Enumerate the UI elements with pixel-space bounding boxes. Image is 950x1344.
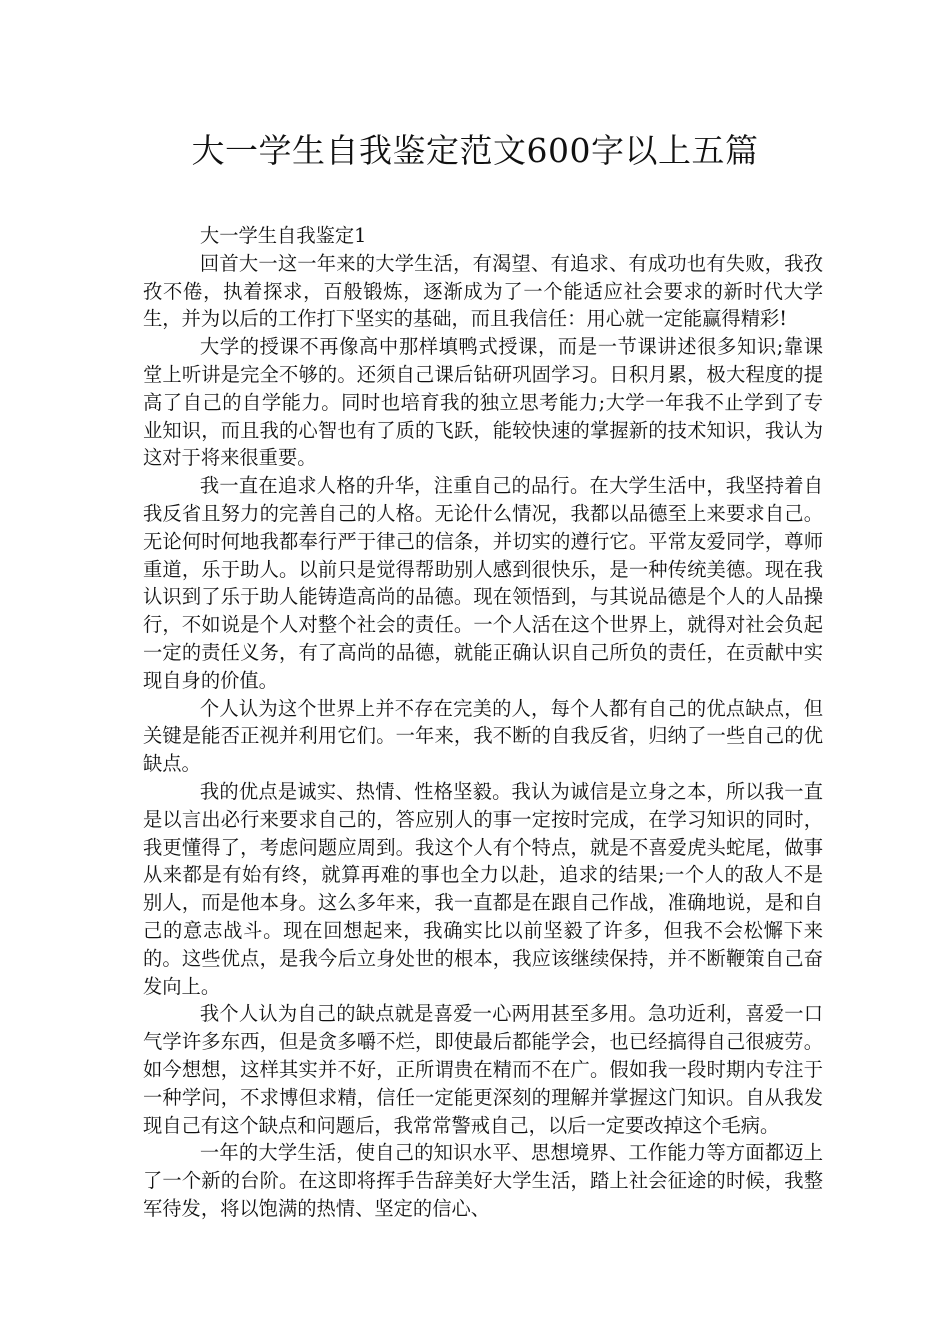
paragraph-6: 我个人认为自己的缺点就是喜爱一心两用甚至多用。急功近利，喜爱一口气学许多东西，但是贪多嚼不烂，即使最后都能学会，也已经搞得自己很疲劳。如今想想，这样其实并不好，正所谓贵在精而不在广。假如我一段时期内专注于一种学问，不求博但求精，信任一定能更深刻的理解并掌握这门知识。自从我发现自己有这个缺点和问题后，我常常警戒自己，以后一定要改掉这个毛病。 (143, 1002, 823, 1137)
paragraph-3: 我一直在追求人格的升华，注重自己的品行。在大学生活中，我坚持着自我反省且努力的完善自己的人格。无论什么情况，我都以品德至上来要求自己。无论何时何地我都奉行严于律己的信条，并切实的遵行它。平常友爱同学，尊师重道，乐于助人。以前只是觉得帮助别人感到很快乐，是一种传统美德。现在我认识到了乐于助人能铸造高尚的品德。现在领悟到，与其说品德是个人的人品操行，不如说是个人对整个社会的责任。一个人活在这个世界上，就得对社会负起一定的责任义务，有了高尚的品德，就能正确认识自己所负的责任，在贡献中实现自身的价值。 (143, 474, 823, 692)
section-heading: 大一学生自我鉴定1 (199, 224, 367, 247)
paragraph-1: 回首大一这一年来的大学生活，有渴望、有追求、有成功也有失败，我孜孜不倦，执着探求，百般锻炼，逐渐成为了一个能适应社会要求的新时代大学生，并为以后的工作打下坚实的基础，而且我信任：用心就一定能赢得精彩! (143, 251, 823, 331)
paragraph-2: 大学的授课不再像高中那样填鸭式授课，而是一节课讲述很多知识;靠课堂上听讲是完全不够的。还须自己课后钻研巩固学习。日积月累，极大程度的提高了自己的自学能力。同时也培育我的独立思考能力;大学一年我不止学到了专业知识，而且我的心智也有了质的飞跃，能较快速的掌握新的技术知识，我认为这对于将来很重要。 (143, 335, 823, 470)
document-title: 大一学生自我鉴定范文600字以上五篇 (191, 131, 759, 170)
paragraph-7: 一年的大学生活，使自己的知识水平、思想境界、工作能力等方面都迈上了一个新的台阶。在这即将挥手告辞美好大学生活，踏上社会征途的时候，我整军待发，将以饱满的热情、坚定的信心、 (143, 1141, 823, 1220)
paragraph-4: 个人认为这个世界上并不存在完美的人，每个人都有自己的优点缺点，但关键是能否正视并利用它们。一年来，我不断的自我反省，归纳了一些自己的优缺点。 (143, 696, 823, 776)
document-body (143, 222, 823, 1223)
paragraph-5: 我的优点是诚实、热情、性格坚毅。我认为诚信是立身之本，所以我一直是以言出必行来要求自己的，答应别人的事一定按时完成，在学习知识的同时，我更懂得了，考虑问题应周到。我这个人有个特点，就是不喜爱虎头蛇尾，做事从来都是有始有终，就算再难的事也全力以赴，追求的结果;一个人的敌人不是别人，而是他本身。这么多年来，我一直都是在跟自己作战，准确地说，是和自己的意志战斗。现在回想起来，我确实比以前坚毅了许多，但我不会松懈下来的。这些优点，是我今后立身处世的根本，我应该继续保持，并不断鞭策自己奋发向上。 (143, 779, 823, 998)
